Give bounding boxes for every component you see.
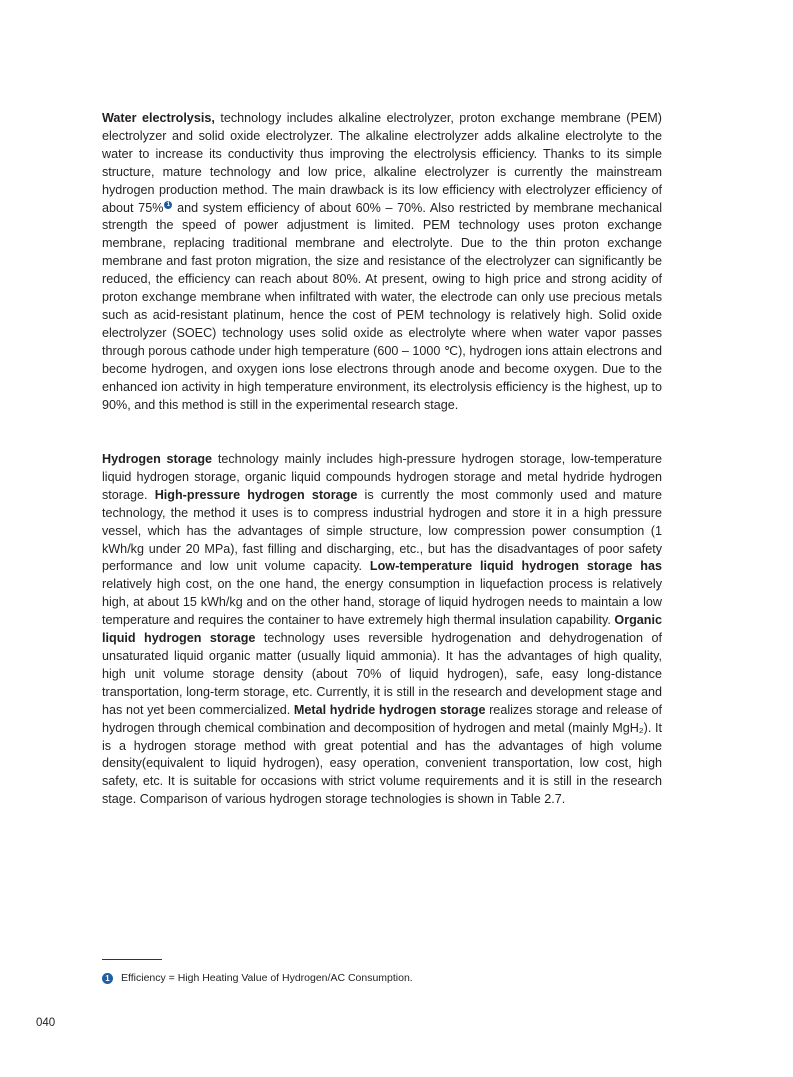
footnote-number-icon: 1 [102, 973, 113, 984]
bold-term: Organic liquid hydrogen storage [102, 613, 662, 646]
bold-term: Hydrogen storage [102, 452, 213, 466]
text-run: technology mainly includes high-pressure hydrogen storage, low-temperature liquid hydrogen storage, organic liquid compounds hydrogen storage and metal hydride hydrogen storage. [102, 452, 662, 502]
footnote-divider [102, 959, 162, 960]
text-run: technology uses reversible hydrogenation and dehydrogenation of unsaturated liquid organic matter (usually liquid ammonia). It has the advantages of high quality, high unit volume storage density (about 70% of liquid hydrogen), safe, easy long-distance transportation, long-term storage, etc. Currently, it is still in the research and development stage and has not yet been commercialized. [102, 631, 662, 717]
paragraph-water-electrolysis [102, 110, 662, 414]
paragraph-hydrogen-storage [102, 451, 662, 809]
text-run: technology includes alkaline electrolyzer, proton exchange membrane (PEM) electrolyzer and solid oxide electrolyzer. The alkaline electrolyzer adds alkaline electrolyte to the water to increase its conductivity thus improving the electrolysis efficiency. Thanks to its simple structure, mature technology and low price, alkaline electrolyzer is currently the mainstream hydrogen production method. The main drawback is its low efficiency with electrolyzer efficiency of about 75% [102, 111, 662, 215]
footnote-text: Efficiency = High Heating Value of Hydrogen/AC Consumption. [121, 972, 413, 984]
text-run: and system efficiency of about 60% – 70%. Also restricted by membrane mechanical strength the speed of power adjustment is limited. PEM technology uses proton exchange membrane, replacing traditional membrane and electrolyte. Due to the thin proton exchange membrane and fast proton migration, the size and resistance of the electrolyzer can significantly be reduced, the efficiency can reach about 80%. At present, owing to high price and strong acidity of proton exchange membrane when infiltrated with water, the electrode can only use precious metals such as acid-resistant platinum, hence the cost of PEM technology is relatively high. Solid oxide electrolyzer (SOEC) technology uses solid oxide as electrolyte where when water vapor passes through porous cathode under high temperature (600 – 1000 ℃), hydrogen ions attain electrons and become hydrogen, and oxygen ions lose electrons through anode and become oxygen. Due to the enhanced ion activity in high temperature environment, its electrolysis efficiency is the highest, up to 90%, and this method is still in the experimental research stage. [102, 200, 663, 412]
page-number: 040 [36, 1017, 56, 1029]
text-run: is currently the most commonly used and mature technology, the method it uses is to compress industrial hydrogen and store it in a high pressure vessel, which has the advantages of simple structure, low compression power consumption (1 kWh/kg under 20 MPa), fast filling and discharging, etc., but has the disadvantages of poor safety performance and low unit volume capacity. [102, 487, 662, 574]
bold-term: High-pressure hydrogen storage [154, 487, 358, 502]
footnote [102, 972, 413, 984]
bold-term: Metal hydride hydrogen storage [293, 702, 486, 717]
footnote-reference-icon: 1 [164, 201, 172, 209]
text-run: realizes storage and release of hydrogen through chemical combination and decomposition of hydrogen and metal (mainly MgH₂). It is a hydrogen storage method with great potential and has the advantages of high volume density(equivalent to liquid hydrogen), easy operation, convenient transportation, low cost, high safety, etc. It is suitable for occasions with strict volume requirements and it is still in the research stage. Comparison of various hydrogen storage technologies is shown in Table 2.7. [102, 702, 662, 807]
bold-term: Water electrolysis, [102, 111, 215, 125]
bold-term: Low-temperature liquid hydrogen storage has [369, 559, 662, 574]
text-run: relatively high cost, on the one hand, the energy consumption in liquefaction process is relatively high, at about 15 kWh/kg and on the other hand, storage of liquid hydrogen needs to maintain a low temperature and requires the container to have extremely high thermal insulation capability. [102, 577, 662, 628]
